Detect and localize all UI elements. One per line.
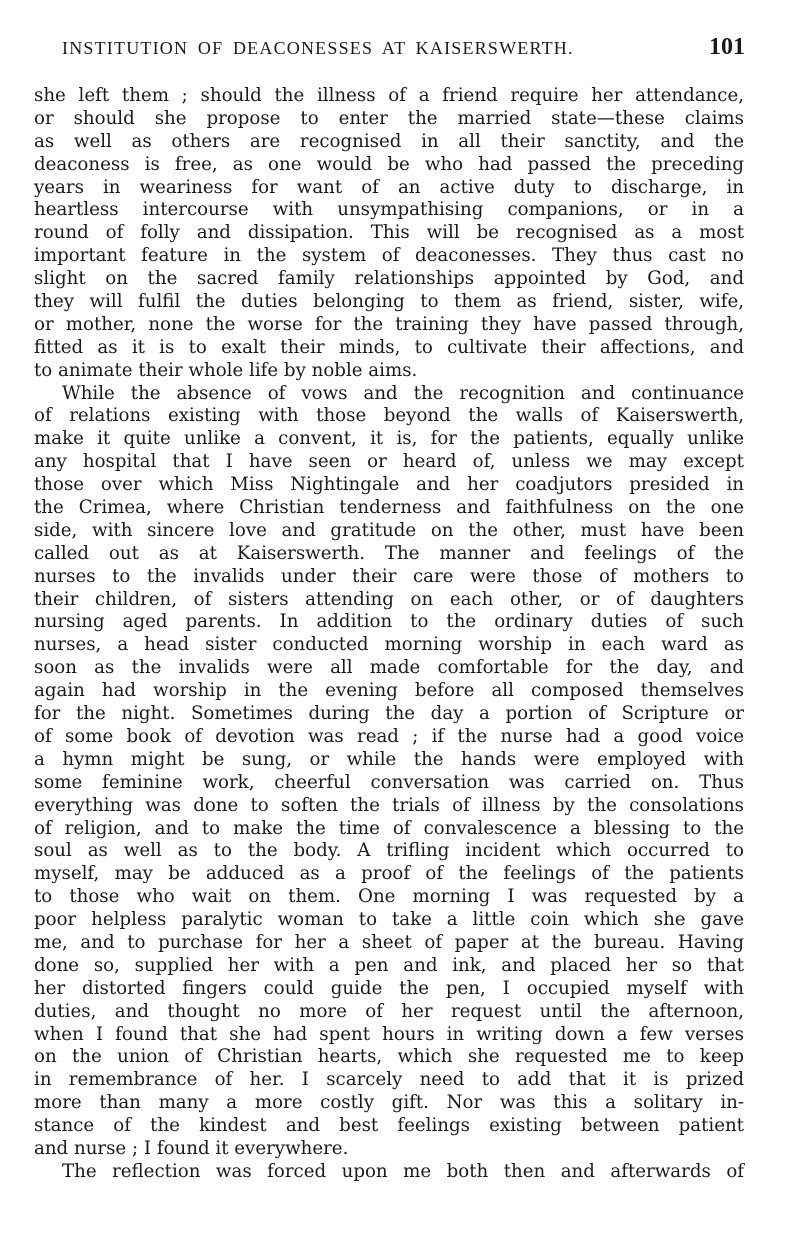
text-line: everything was done to soften the trials of illness by the consolations: [34, 794, 744, 816]
running-head: INSTITUTION OF DEACONESSES AT KAISERSWERTH.: [62, 38, 574, 58]
text-line: and nurse ; I found it everywhere.: [34, 1137, 349, 1159]
text-line: years in weariness for want of an active duty to discharge, in: [34, 176, 744, 198]
paragraph: [34, 85, 744, 383]
text-line: myself, may be adduced as a proof of the feelings of the patients: [34, 863, 744, 885]
text-line: of relations existing with those beyond the walls of Kaiserswerth,: [34, 405, 744, 427]
text-line: any hospital that I have seen or heard of, unless we may except: [34, 451, 744, 473]
text-line: side, with sincere love and gratitude on the other, must have been: [34, 519, 744, 541]
text-line: in remembrance of her. I scarcely need to add that it is prized: [34, 1069, 744, 1091]
text-line: to those who wait on them. One morning I was requested by a: [34, 886, 744, 908]
text-line: or should she propose to enter the married state—these claims: [34, 107, 744, 129]
text-line: stance of the kindest and best feelings existing between patient: [34, 1115, 744, 1137]
text-line: more than many a more costly gift. Nor was this a solitary in-: [34, 1092, 744, 1114]
text-line: important feature in the system of deaconesses. They thus cast no: [34, 245, 744, 267]
text-line: While the absence of vows and the recognition and continuance: [62, 382, 744, 404]
text-line: for the night. Sometimes during the day a portion of Scripture or: [34, 703, 744, 725]
text-line: nurses to the invalids under their care were those of mothers to: [34, 565, 744, 587]
text-line: done so, supplied her with a pen and ink, and placed her so that: [34, 954, 744, 976]
text-line: of religion, and to make the time of convalescence a blessing to the: [34, 817, 744, 839]
text-line: some feminine work, cheerful conversation was carried on. Thus: [34, 771, 744, 793]
text-line: her distorted fingers could guide the pen, I occupied myself with: [34, 977, 744, 999]
paragraph: [34, 383, 744, 1161]
text-line: duties, and thought no more of her request until the afternoon,: [34, 1000, 744, 1022]
text-line: as well as others are recognised in all their sanctity, and the: [34, 130, 744, 152]
text-line: on the union of Christian hearts, which she requested me to keep: [34, 1046, 744, 1068]
text-line: deaconess is free, as one would be who had passed the preceding: [34, 153, 744, 175]
text-line: their children, of sisters attending on each other, or of daughters: [34, 588, 744, 610]
page-number: 101: [709, 34, 745, 60]
text-line: of some book of devotion was read ; if the nurse had a good voice: [34, 725, 744, 747]
text-line: heartless intercourse with unsympathising companions, or in a: [34, 199, 744, 221]
text-line: soon as the invalids were all made comfortable for the day, and: [34, 657, 744, 679]
text-line: or mother, none the worse for the training they have passed through,: [34, 313, 744, 335]
text-line: a hymn might be sung, or while the hands were employed with: [34, 748, 744, 770]
paragraph: [34, 1161, 744, 1184]
text-line: those over which Miss Nightingale and her coadjutors presided in: [34, 474, 744, 496]
text-line: The reflection was forced upon me both then and afterwards of: [62, 1160, 744, 1182]
text-line: again had worship in the evening before all composed themselves: [34, 680, 744, 702]
text-line: nursing aged parents. In addition to the ordinary duties of such: [34, 611, 744, 633]
text-line: she left them ; should the illness of a friend require her attendance,: [34, 85, 744, 106]
text-line: round of folly and dissipation. This will be recognised as a most: [34, 222, 744, 244]
text-line: fitted as it is to exalt their minds, to cultivate their affections, and: [34, 336, 744, 358]
text-line: to animate their whole life by noble aims.: [34, 359, 418, 381]
text-line: make it quite unlike a convent, it is, for the patients, equally unlike: [34, 428, 744, 450]
text-line: nurses, a head sister conducted morning worship in each ward as: [34, 634, 744, 656]
text-line: called out as at Kaiserswerth. The manner and feelings of the: [34, 542, 744, 564]
text-line: they will fulfil the duties belonging to them as friend, sister, wife,: [34, 291, 744, 313]
page-header: [62, 34, 745, 64]
text-line: when I found that she had spent hours in writing down a few verses: [34, 1023, 744, 1045]
text-line: poor helpless paralytic woman to take a little coin which she gave: [34, 909, 744, 931]
body-text: [34, 85, 744, 1184]
text-line: soul as well as to the body. A trifling incident which occurred to: [34, 840, 744, 862]
text-line: me, and to purchase for her a sheet of paper at the bureau. Having: [34, 931, 744, 953]
text-line: slight on the sacred family relationships appointed by God, and: [34, 268, 744, 290]
text-line: the Crimea, where Christian tenderness and faithfulness on the one: [34, 497, 744, 519]
